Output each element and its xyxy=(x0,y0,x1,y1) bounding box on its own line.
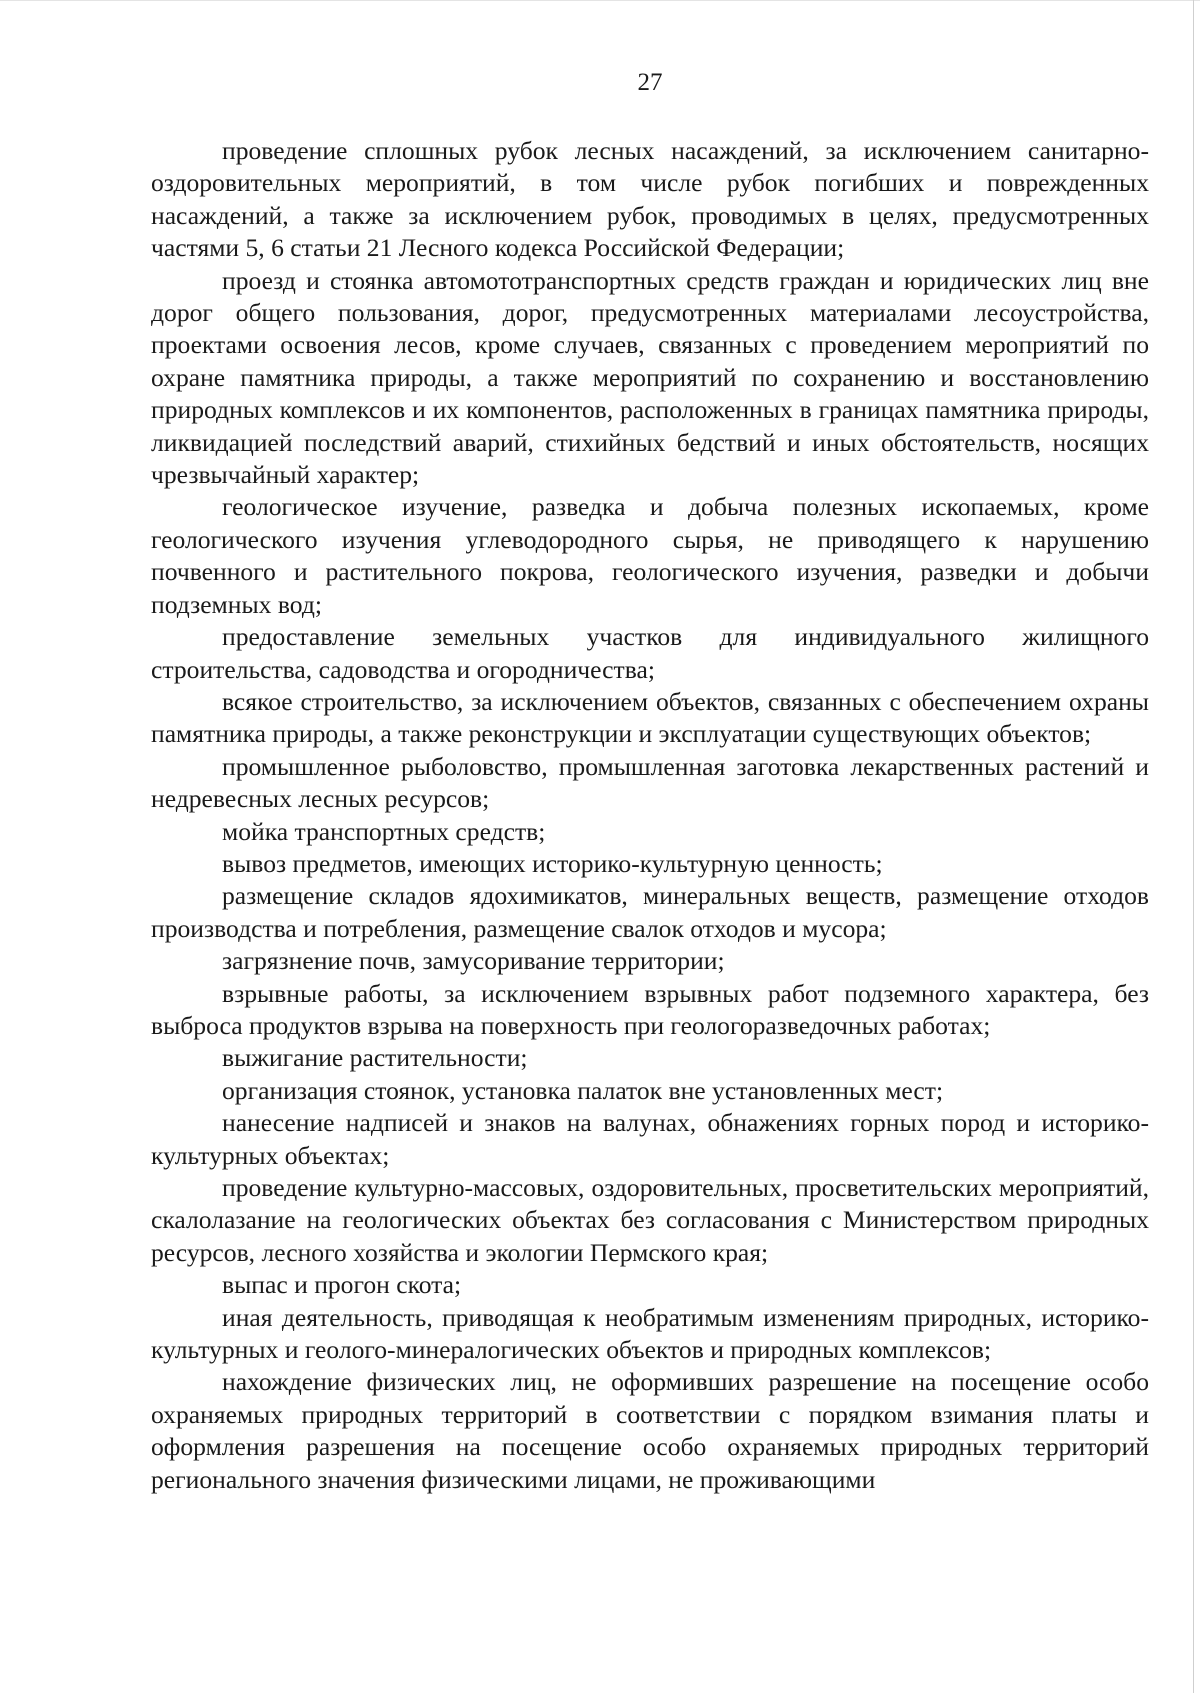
paragraph: выжигание растительности; xyxy=(222,1043,528,1073)
body-text xyxy=(151,135,1149,1496)
paragraph: геологическое изучение, разведка и добыча полезных ископаемых, кроме геологического изучения углеводородного сырья, не приводящего к нарушению почвенного и растительного покрова, геологического изучения, разведки и добычи подземных вод; xyxy=(151,492,1149,619)
paragraph: проведение культурно-массовых, оздоровительных, просветительских мероприятий, скалолазание на геологических объектах без согласования с Министерством природных ресурсов, лесного хозяйства и экологии Пермского края; xyxy=(151,1173,1149,1267)
paragraph: промышленное рыболовство, промышленная заготовка лекарственных растений и недревесных лесных ресурсов; xyxy=(151,751,1149,814)
paragraph: нахождение физических лиц, не оформивших разрешение на посещение особо охраняемых природных территорий в соответствии с порядком взимания платы и оформления разрешения на посещение особо охраняемых природных территорий регионального значения физическими лицами, не проживающими xyxy=(151,1367,1149,1494)
paragraph: иная деятельность, приводящая к необратимым изменениям природных, историко-культурных и геолого-минералогических объектов и природных комплексов; xyxy=(151,1302,1149,1365)
paragraph: размещение складов ядохимикатов, минеральных веществ, размещение отходов производства и потребления, размещение свалок отходов и мусора; xyxy=(151,881,1149,943)
paragraph: мойка транспортных средств; xyxy=(222,816,546,846)
page-number: 27 xyxy=(637,69,663,96)
paragraph: организация стоянок, установка палаток вне установленных мест; xyxy=(222,1075,944,1105)
paragraph: проведение сплошных рубок лесных насаждений, за исключением санитарно-оздоровительных мероприятий, в том числе рубок погибших и поврежденных насаждений, а также за исключением рубок, проводимых в целях, предусмотренных частями 5, 6 статьи 21 Лесного кодекса Российской Федерации; xyxy=(151,136,1149,263)
paragraph: всякое строительство, за исключением объектов, связанных с обеспечением охраны памятника природы, а также реконструкции и эксплуатации существующих объектов; xyxy=(151,686,1149,749)
paragraph: взрывные работы, за исключением взрывных работ подземного характера, без выброса продуктов взрыва на поверхность при геологоразведочных работах; xyxy=(151,978,1149,1040)
scan-edge-top xyxy=(0,0,1200,1)
paragraph: предоставление земельных участков для индивидуального жилищного строительства, садоводства и огородничества; xyxy=(151,622,1149,684)
paragraph: выпас и прогон скота; xyxy=(222,1270,462,1300)
paragraph: нанесение надписей и знаков на валунах, обнажениях горных пород и историко-культурных объектах; xyxy=(151,1108,1149,1170)
paragraph: проезд и стоянка автомототранспортных средств граждан и юридических лиц вне дорог общего пользования, дорог, предусмотренных материалами лесоустройства, проектами освоения лесов, кроме случаев, связанных с проведением мероприятий по охране памятника природы, а также мероприятий по сохранению и восстановлению природных комплексов и их компонентов, расположенных в границах памятника природы, ликвидацией последствий аварий, стихийных бедствий и иных обстоятельств, носящих чрезвычайный характер; xyxy=(151,265,1149,490)
scan-edge-right xyxy=(1193,0,1194,1693)
paragraph: вывоз предметов, имеющих историко-культурную ценность; xyxy=(222,848,883,878)
paragraph: загрязнение почв, замусоривание территории; xyxy=(222,946,725,976)
